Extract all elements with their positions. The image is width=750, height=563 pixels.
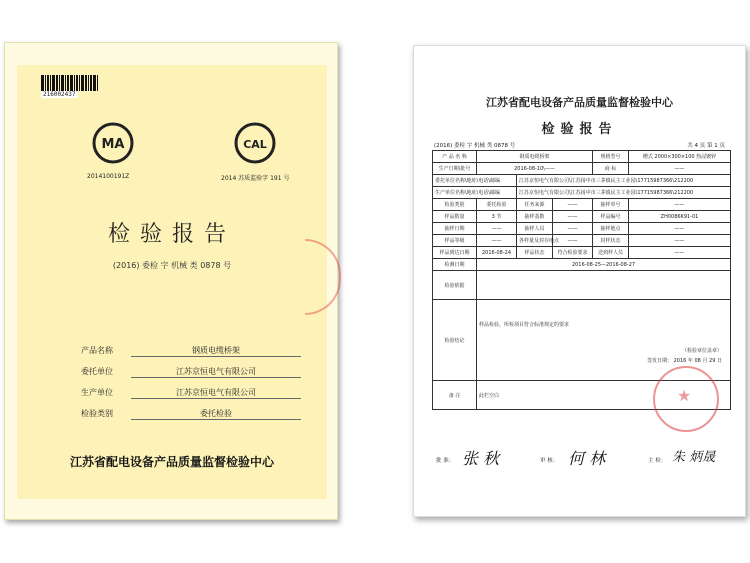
ma-logo-text: MA: [101, 137, 125, 152]
page-indicator: 共 4 页 第 1 页: [687, 143, 725, 149]
barcode-number: 216002437: [43, 91, 76, 98]
approve-signature: 张 秋: [462, 449, 500, 468]
cover-sheet: [4, 42, 338, 520]
table-cell: 任务来源: [517, 199, 553, 211]
table-row: [433, 223, 731, 235]
table-cell: 江苏京恒电气有限公司\江苏扬中市三茅镇民主工业园\17715987366\212200: [517, 175, 731, 187]
table-cell: 钢质电缆桥架: [477, 151, 593, 163]
table-cell: 委托检验: [477, 199, 517, 211]
conclusion-date: 签发日期： 2016 年 08 月 29 日: [647, 358, 722, 364]
table-cell: 2016-08-24: [477, 247, 517, 259]
cal-logo-text: CAL: [243, 138, 267, 151]
approve-label: 批 准：: [436, 458, 455, 464]
seal-stamp-icon: [305, 239, 341, 315]
cover-footer: 江苏省配电设备产品质量监督检验中心: [69, 455, 274, 469]
table-cell: 检测日期: [433, 259, 477, 271]
field-value: 江苏京恒电气有限公司: [131, 387, 301, 399]
table-cell: 样品等级: [433, 235, 477, 247]
cover-field-manufacturer: [81, 387, 301, 401]
table-cell: 委托单位名称\地址\电话\邮编: [433, 175, 517, 187]
table-cell: ——: [629, 223, 731, 235]
table-cell: 抽样人员: [517, 223, 553, 235]
table-cell: 样品数量: [433, 211, 477, 223]
report-number: (2016) 委检 字 机械 类 0878 号: [434, 143, 516, 149]
field-label: 检验类别: [81, 409, 113, 418]
table-cell: ——: [629, 235, 731, 247]
table-row: [433, 151, 731, 163]
field-label: 产品名称: [81, 346, 113, 355]
table-row: [433, 163, 731, 175]
seal-stamp-icon: [653, 366, 719, 432]
review-label: 审 核：: [540, 458, 559, 464]
ma-code: 2014100191Z: [87, 173, 130, 180]
table-cell: 产 品 名 称: [433, 151, 477, 163]
table-cell: 送到样人员: [593, 247, 629, 259]
table-cell: ——: [553, 223, 593, 235]
cover-title: 检验报告: [107, 222, 236, 247]
table-cell: 2016-08-25—2016-08-27: [477, 259, 731, 271]
field-label: 生产单位: [81, 388, 113, 397]
table-row: [433, 211, 731, 223]
table-cell: 各样量及封存地点: [517, 235, 553, 247]
table-cell: 3 节: [477, 211, 517, 223]
table-cell: 样品状态: [517, 247, 553, 259]
table-row: [433, 199, 731, 211]
table-cell: 抽样基数: [517, 211, 553, 223]
main-label: 主 检：: [648, 458, 667, 464]
table-row: [433, 235, 731, 247]
cover-field-type: [81, 408, 301, 422]
table-cell: 符合检验要求: [553, 247, 593, 259]
table-cell: ——: [553, 235, 593, 247]
table-row: [433, 175, 731, 187]
table-cell: ——: [629, 199, 731, 211]
cal-logo-icon: [233, 121, 277, 165]
signature-row: [432, 446, 730, 472]
table-cell: [477, 271, 731, 300]
table-row: [433, 259, 731, 271]
table-cell: 生产单位名称\地址\电话\邮编: [433, 187, 517, 199]
field-value: 钢质电缆桥架: [131, 345, 301, 357]
table-cell: ——: [477, 223, 517, 235]
table-cell: 抽样单号: [593, 199, 629, 211]
cover-field-product: [81, 345, 301, 359]
cover-report-number: (2016) 委检 字 机械 类 0878 号: [112, 261, 232, 270]
table-cell: ZH0086K91-01: [629, 211, 731, 223]
report-title: 检验报告: [541, 122, 618, 137]
table-cell: 商 标: [593, 163, 629, 175]
main-signature: 朱 炳晟: [672, 450, 716, 465]
field-value: 委托检验: [131, 408, 301, 420]
table-row: [433, 247, 731, 259]
table-cell: 抽样日期: [433, 223, 477, 235]
table-cell: ——: [629, 163, 731, 175]
table-cell: ——: [553, 199, 593, 211]
report-sheet: [413, 45, 746, 517]
conclusion-text: 样品检验，所检项目符合标准规定的要求: [479, 322, 570, 328]
cal-code: 2014 苏质监验字 191 号: [221, 175, 290, 182]
table-cell: 此栏空白: [477, 381, 731, 410]
cover-body: [17, 65, 327, 499]
field-value: 江苏京恒电气有限公司: [131, 366, 301, 378]
cover-field-client: [81, 366, 301, 380]
table-cell: 规格型号: [593, 151, 629, 163]
table-cell: ——: [629, 247, 731, 259]
table-cell: 检验依据: [433, 271, 477, 300]
table-cell: 检验结论: [433, 300, 477, 381]
table-cell: 样品到达日期: [433, 247, 477, 259]
review-signature: 何 林: [568, 449, 606, 468]
table-cell: ——: [553, 211, 593, 223]
field-label: 委托单位: [81, 367, 113, 376]
table-cell: ——: [477, 235, 517, 247]
table-cell: 生产日期\批号: [433, 163, 477, 175]
barcode: [41, 75, 111, 91]
table-cell: 江苏京恒电气有限公司\江苏扬中市三茅镇民主工业园\17715987366\212200: [517, 187, 731, 199]
table-cell: 检验类别: [433, 199, 477, 211]
table-cell: 封样状态: [593, 235, 629, 247]
table-cell: 抽样地点: [593, 223, 629, 235]
conclusion-stamp: （检验章位盖章）: [681, 348, 722, 354]
table-cell: 样品编号: [593, 211, 629, 223]
ma-logo-icon: [91, 121, 135, 165]
report-header: 江苏省配电设备产品质量监督检验中心: [486, 96, 673, 109]
table-row: [433, 187, 731, 199]
table-cell: 槽式 2000×300×100 热浸镀锌: [629, 151, 731, 163]
table-row: [433, 271, 731, 300]
table-cell: 2016-08-10\——: [477, 163, 593, 175]
table-cell: 备 注: [433, 381, 477, 410]
